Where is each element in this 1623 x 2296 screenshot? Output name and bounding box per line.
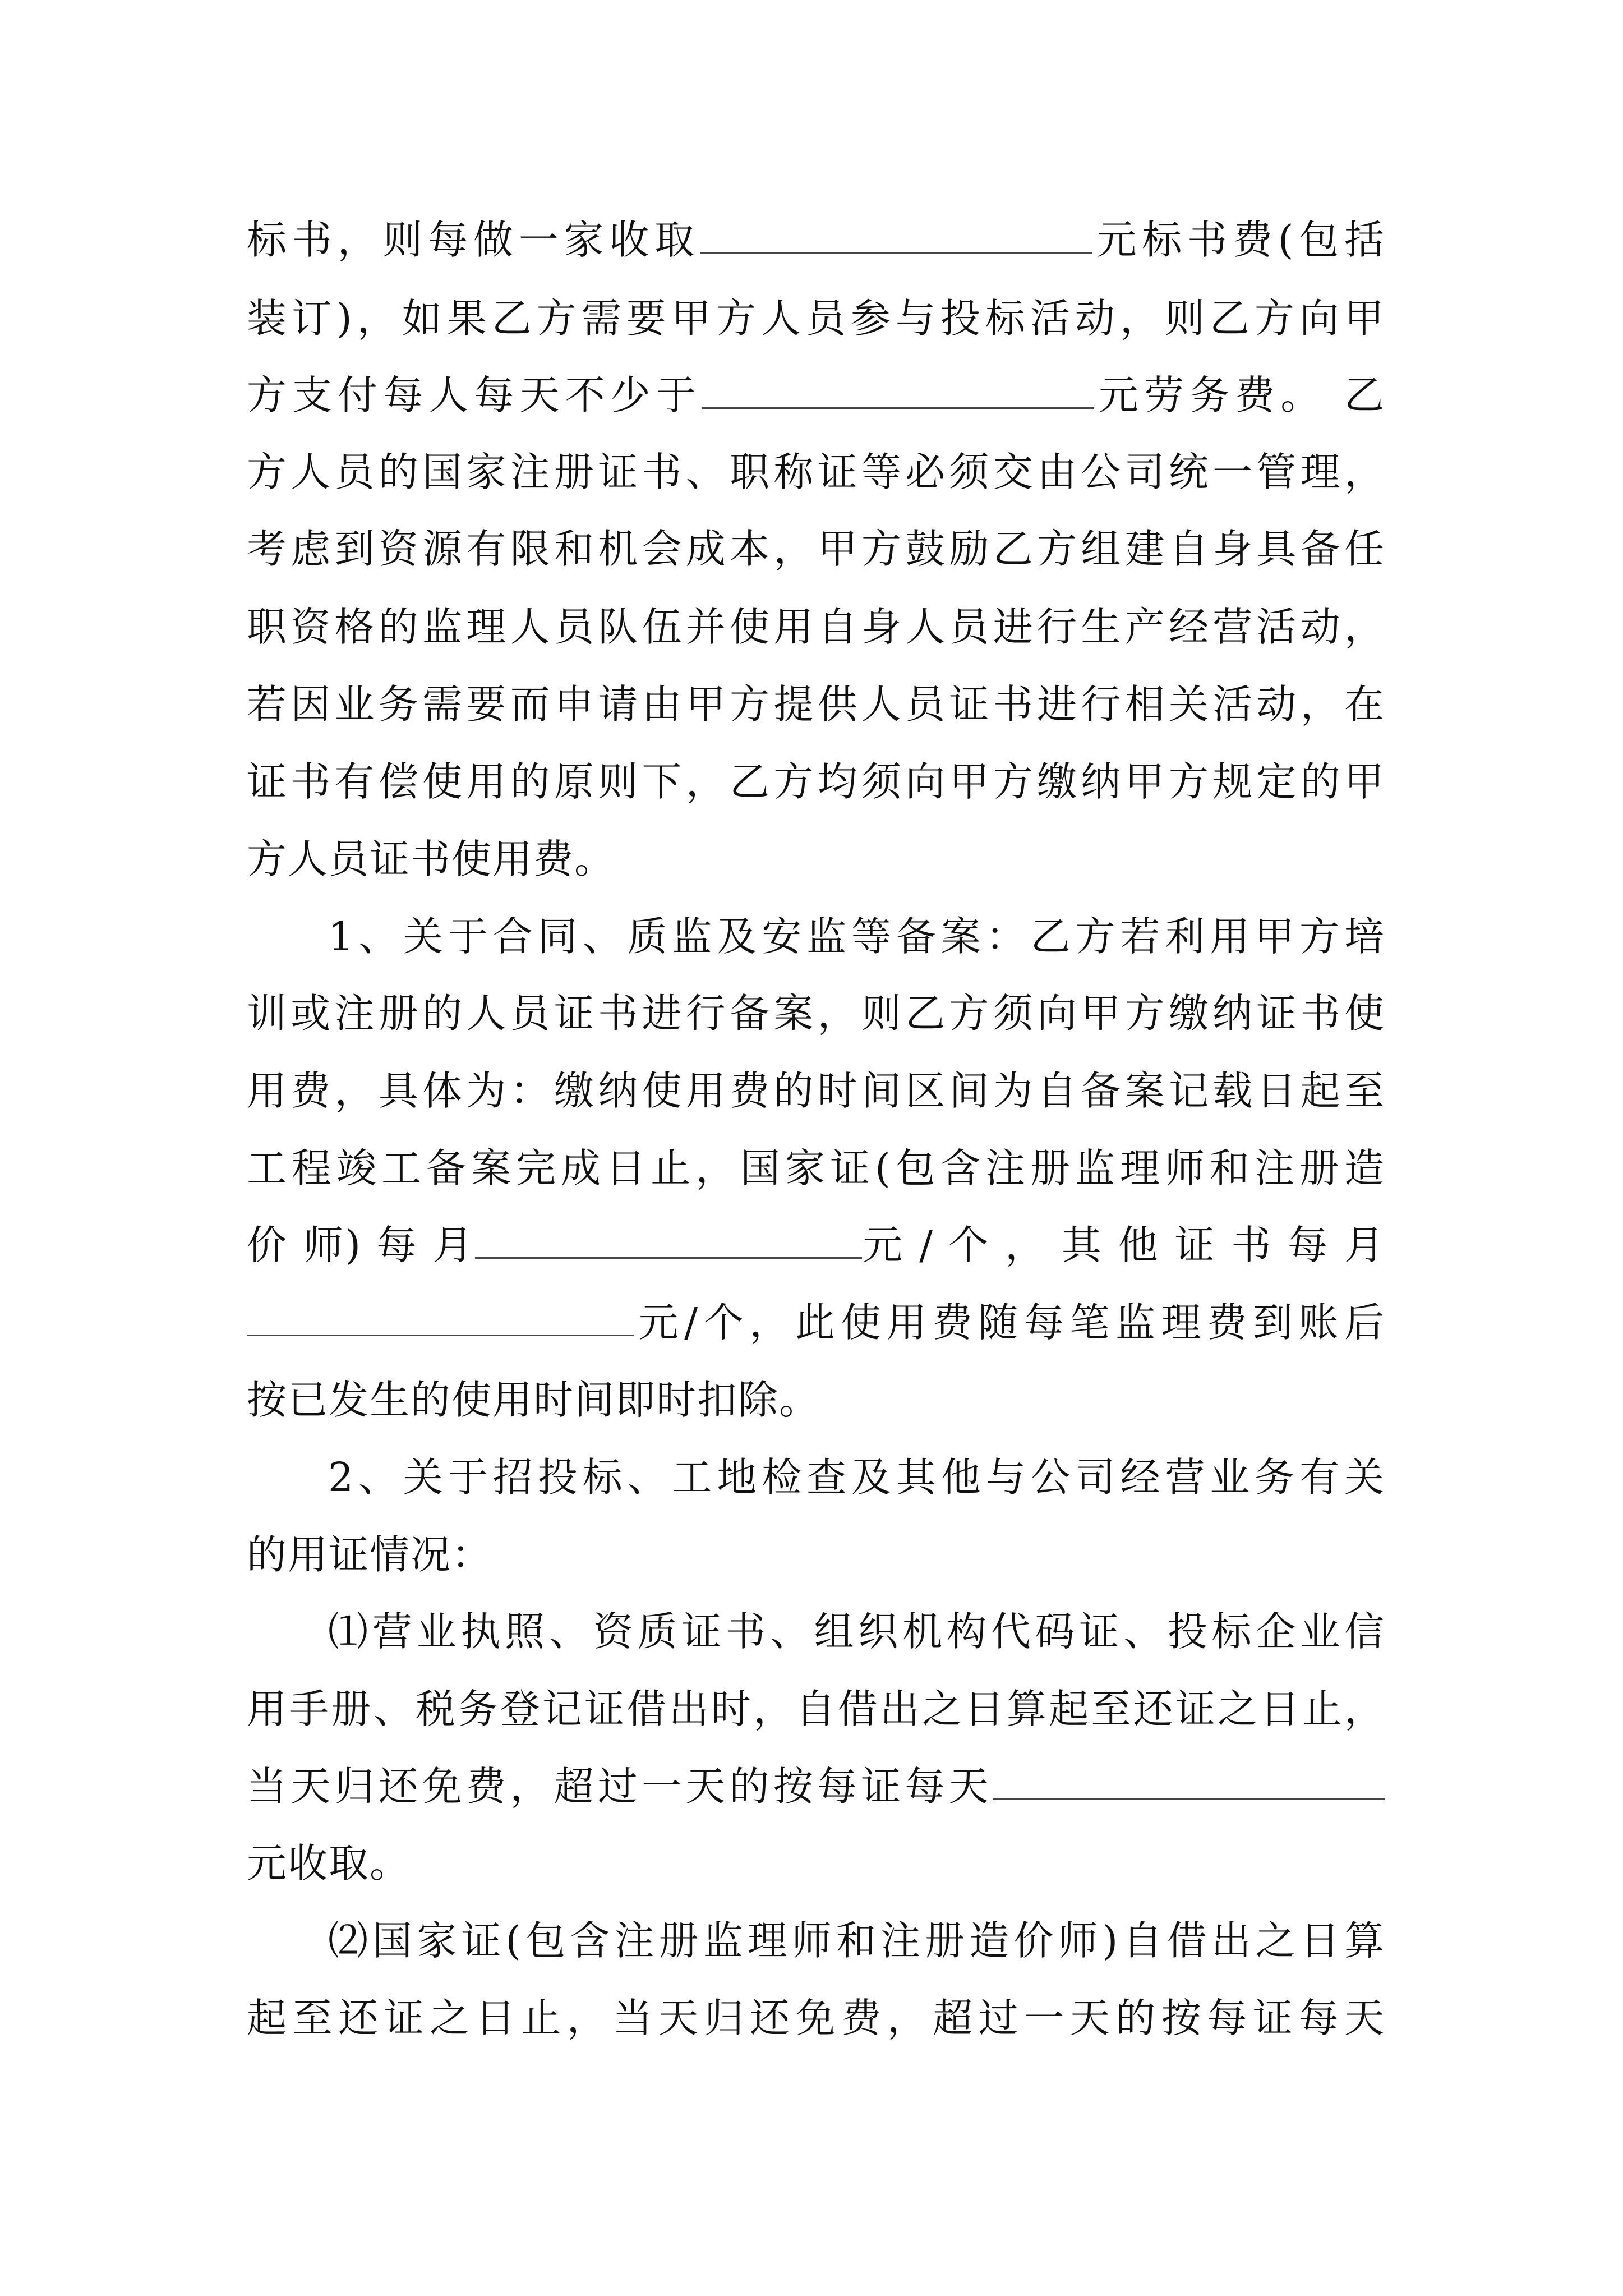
- document-line: [247, 291, 1385, 347]
- line-text: 工程竣工备案完成日止，国家证(包含注册监理师和注册造: [247, 1145, 1385, 1191]
- document-line: [247, 1527, 1385, 1583]
- document-line: [247, 986, 1385, 1042]
- document-line: [247, 212, 1385, 268]
- line-text: 2、关于招投标、工地检查及其他与公司经营业务有关: [328, 1454, 1385, 1501]
- document-line: [247, 1835, 1385, 1892]
- line-text: 起至还证之日止，当天归还免费，超过一天的按每证每天: [247, 1995, 1385, 2041]
- document-line: [247, 367, 1385, 424]
- fill-in-blank: [993, 1760, 1385, 1800]
- line-text: 按已发生的使用时间即时扣除。: [247, 1377, 820, 1423]
- document-line: [247, 1140, 1385, 1197]
- document-line: [247, 444, 1385, 500]
- document-line: [247, 521, 1385, 577]
- document-line: [247, 1217, 1385, 1273]
- document-line: [247, 1681, 1385, 1737]
- document-line: [247, 1990, 1385, 2046]
- line-text: 考虑到资源有限和机会成本，甲方鼓励乙方组建自身具备任: [247, 526, 1385, 572]
- paragraph-start-line: [328, 1913, 1385, 1969]
- line-text: 元/个，此使用费随每笔监理费到账后: [634, 1299, 1385, 1346]
- line-text: 用费，具体为：缴纳使用费的时间区间为自备案记载日起至: [247, 1068, 1385, 1114]
- line-text: 证书有偿使用的原则下，乙方均须向甲方缴纳甲方规定的甲: [247, 758, 1385, 805]
- line-text: ⑵国家证(包含注册监理师和注册造价师)自借出之日算: [328, 1917, 1385, 1964]
- document-line: [247, 754, 1385, 810]
- paragraph-start-line: [328, 1450, 1385, 1506]
- line-text: 方支付每人每天不少于: [247, 372, 702, 418]
- fill-in-blank: [247, 1296, 634, 1336]
- line-text: 的用证情况：: [247, 1531, 493, 1578]
- line-text: ⑴营业执照、资质证书、组织机构代码证、投标企业信: [328, 1608, 1385, 1655]
- fill-in-blank: [702, 369, 1094, 409]
- line-text: 元 / 个 ， 其 他 证 书 每 月: [861, 1222, 1385, 1268]
- line-text: 职资格的监理人员队伍并使用自身人员进行生产经营活动，: [247, 604, 1385, 650]
- document-line: [247, 1063, 1385, 1119]
- paragraph-start-line: [328, 909, 1385, 965]
- document-line: [247, 831, 1385, 887]
- document-line: [247, 1372, 1385, 1428]
- document-line: [247, 1295, 1385, 1351]
- paragraph-start-line: [328, 1604, 1385, 1660]
- document-line: [247, 677, 1385, 733]
- line-text: 用手册、税务登记证借出时，自借出之日算起至还证之日止，: [247, 1686, 1385, 1732]
- line-text: 当天归还免费，超过一天的按每证每天: [247, 1763, 993, 1810]
- line-text: 价 师) 每 月: [247, 1222, 475, 1268]
- line-text: 方人员证书使用费。: [247, 836, 616, 882]
- document-line: [247, 1759, 1385, 1815]
- line-text: 元收取。: [247, 1840, 411, 1887]
- line-text: 训或注册的人员证书进行备案，则乙方须向甲方缴纳证书使: [247, 990, 1385, 1037]
- line-text: 装订)，如果乙方需要甲方人员参与投标活动，则乙方向甲: [247, 295, 1385, 342]
- fill-in-blank: [475, 1219, 862, 1259]
- line-text: 若因业务需要而申请由甲方提供人员证书进行相关活动，在: [247, 681, 1385, 728]
- document-line: [247, 599, 1385, 655]
- fill-in-blank: [700, 214, 1092, 254]
- line-text: 元劳务费。 乙: [1094, 372, 1385, 418]
- line-text: 元标书费(包括: [1092, 217, 1385, 263]
- line-text: 标书，则每做一家收取: [247, 217, 700, 263]
- line-text: 1、关于合同、质监及安监等备案：乙方若利用甲方培: [328, 913, 1385, 960]
- line-text: 方人员的国家注册证书、职称证等必须交由公司统一管理，: [247, 449, 1385, 495]
